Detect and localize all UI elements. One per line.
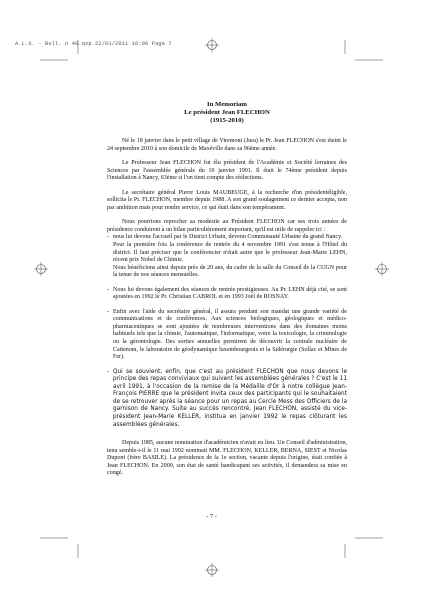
crop-mark-icon [40, 528, 90, 558]
list-item: - Qui se souvient, enfin, que c'est au président FLECHON que nous devons le principe des repas conviviaux qui suivent les assemblées générales ? C'est le 11 avril 1991, à l'occasion de la remise de la Médaille d'Or à notre collègue Jean-François PIERRE que le président invita ceux des participants qui le souhaitaient de se retrouver après la séance pour un repas au Cercle Mess des Officiers de la garnison de Nancy. Suite au succès rencontré, Jean FLECHON, assisté du vice-président Jean-Marie KELLER, institua en janvier 1992 le repas clôturant les assemblées générales. [107, 368, 347, 428]
list-item-text: Nous lui devons également des séances de rentrée prestigieuses. Au Pr. LEHN déjà cité, se sont ajoutées en 1992 le Pr. Christian CABROL et en 1993 Joël de ROSNAY. [113, 286, 347, 301]
registration-mark-icon [34, 262, 48, 276]
list-item-text: Enfin avec l'aide du secrétaire général, il assura pendant son mandat une grande variété de communications et de conférences. Aux sciences biologiques, géologiques et médico-pharmaceutiques se sont ajoutées de nombreuses interventions dans des domaines moins habituels tels que la chimie, l'automatique, l'informatique, voire la toxicologie, la criminologie ou la gérontologie. Des sorties annuelles permirent de découvrir la centrale nucléaire de Cattenom, le laboratoire de géodynamique luxembourgeois et la Sidérurgie (Sollac et Mines de Fer). [113, 308, 347, 361]
registration-mark-icon [205, 38, 219, 52]
paragraph-1: Né le 18 janvier dans le petit village de Viremont (Jura) le Pr. Jean FLECHON s'est éteint le 24 septembre 2010 à son domicile de Maxéville dans sa 96ème année. [107, 138, 347, 152]
paragraph-closing: Depuis 1985, aucune nomination d'académicien n'avait eu lieu. Un Conseil d'administration, tenu semble-t-il le 11 mai 1992 nommait MM. FLECHON, KELLER, BERNA, SIEST et Nicolas Dupont (frère BASILE). La présidence de la 1e section, vacante depuis l'origine, était confiée à Jean FLECHON. En 2000, son état de santé handicapant ses activités, il demandera sa mise en congé. [107, 440, 347, 477]
title-line-3: (1915-2010) [210, 117, 244, 124]
article-body [107, 101, 347, 478]
list-item: - nous lui devons l'accueil par le District Urbain, devenu Communauté Urbaine du grand Nancy. Pour la première fois la conférence de rentrée du 4 novembre 1991 s'est tenue à l'Hôtel du district. Il faut préciser que le conférencier n'était autre que le professeur Jean-Marie LEHN, récent prix Nobel de Chimie. Nous bénéficions ainsi depuis près de 20 ans, du cadre de la salle du Conseil de la CUGN pour la tenue de nos séances mensuelles. [107, 234, 347, 279]
list-item: - Enfin avec l'aide du secrétaire général, il assura pendant son mandat une grande variété de communications et de conférences. Aux sciences biologiques, géologiques et médico-pharmaceutiques se sont ajoutées de nombreuses interventions dans des domaines moins habituels tels que la chimie, l'automatique, l'informatique, voire la toxicologie, la criminologie ou la gérontologie. Des sorties annuelles permirent de découvrir la centrale nucléaire de Cattenom, le laboratoire de géodynamique luxembourgeois et la Sidérurgie (Sollac et Mines de Fer). [107, 308, 347, 361]
paragraph-3: Le secrétaire général Pierre Louis MAUBEUGE, à la recherche d'un présidentéligible, sollicita le Pr. FLECHON, membre depuis 1988. A son grand soulagement ce dernier accepta, non par ambition mais pour rendre service, ce qui était dans son tempérament. [107, 189, 347, 211]
title-line-1: In Memoriam [207, 101, 247, 108]
page-number: - 7 - [206, 513, 217, 520]
crop-mark-icon [40, 40, 90, 70]
list-item-text: nous lui devons l'accueil par le District Urbain, devenu Communauté Urbaine du grand Nancy. [113, 234, 343, 241]
registration-mark-icon [205, 563, 219, 577]
crop-mark-icon [333, 528, 383, 558]
list-item-text: Nous bénéficions ainsi depuis près de 20 ans, du cadre de la salle du Conseil de la CUGN pour la tenue de nos séances mensuelles. [113, 264, 347, 279]
article-title [107, 101, 347, 125]
list-item-text: Qui se souvient, enfin, que c'est au président FLECHON que nous devons le principe des repas conviviaux qui suivent les assemblées générales ? C'est le 11 avril 1991, à l'occasion de la remise de la Médaille d'Or à notre collègue Jean-François PIERRE que le président invita ceux des participants qui le souhaitaient de se retrouver après la séance pour un repas au Cercle Mess des Officiers de la garnison de Nancy. Suite au succès rencontré, Jean FLECHON, assisté du vice-président Jean-Marie KELLER, institua en janvier 1992 le repas clôturant les assemblées générales. [113, 368, 347, 428]
list-item-text: Pour la première fois la conférence de rentrée du 4 novembre 1991 s'est tenue à l'Hôtel du district. Il faut préciser que le conférencier n'était autre que le professeur Jean-Marie LEHN, récent prix Nobel de Chimie. [113, 242, 347, 264]
registration-mark-icon [375, 262, 389, 276]
paragraph-4: Nous pourrions reprocher sa modestie au Président FLECHON car ses trois années de présidence conduirent à un bilan particulièrement important, qu'il est utile de rappeler ici : [107, 219, 347, 233]
print-slug: A.L.S. - Bull. n 49.qxp 22/01/2011 16:06 Page 7 [15, 41, 172, 47]
title-line-2: Le président Jean FLECHON [184, 109, 270, 116]
crop-mark-icon [333, 40, 383, 70]
list-item: - Nous lui devons également des séances de rentrée prestigieuses. Au Pr. LEHN déjà cité, se sont ajoutées en 1992 le Pr. Christian CABROL et en 1993 Joël de ROSNAY. [107, 286, 347, 301]
paragraph-2: Le Professeur Jean FLECHON fut élu président de l'Académie et Société lorraines des Sciences par l'assemblée générale du 10 janvier 1991. Il était le 74ème président depuis l'installation à Nancy, 63ème si l'on tient compte des réélections. [107, 160, 347, 182]
